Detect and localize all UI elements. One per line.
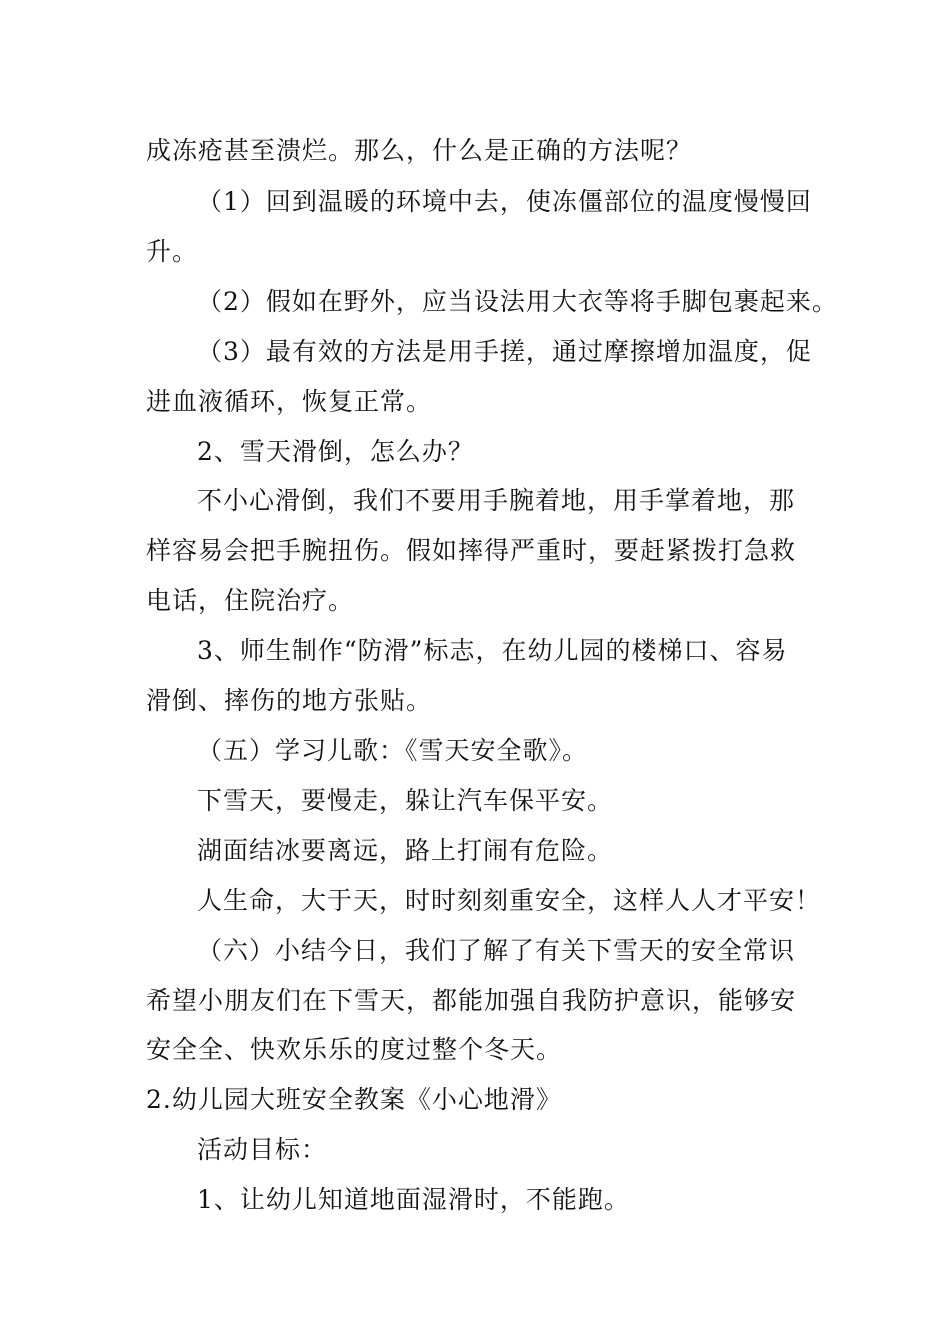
poem-line: 下雪天，要慢走，躲让汽车保平安。 bbox=[197, 786, 614, 815]
text-line: （1）回到温暖的环境中去，使冻僵部位的温度慢慢回 bbox=[197, 187, 812, 216]
text-line: （2）假如在野外，应当设法用大衣等将手脚包裹起来。 bbox=[197, 287, 838, 316]
text-line: 滑倒、摔伤的地方张贴。 bbox=[146, 686, 433, 715]
section-heading: （五）学习儿歌：《雪天安全歌》。 bbox=[197, 736, 589, 765]
text-line: 电话，住院治疗。 bbox=[146, 586, 355, 615]
text-line: 1、让幼儿知道地面湿滑时，不能跑。 bbox=[197, 1185, 630, 1214]
document-title: 2.幼儿园大班安全教案《小心地滑》 bbox=[146, 1085, 562, 1114]
section-heading: 活动目标： bbox=[197, 1135, 328, 1164]
text-line: （3）最有效的方法是用手搓，通过摩擦增加温度，促 bbox=[197, 337, 812, 366]
text-line: 升。 bbox=[146, 237, 199, 266]
text-line: 安全全、快欢乐乐的度过整个冬天。 bbox=[146, 1035, 563, 1064]
text-line: 样容易会把手腕扭伤。假如摔得严重时，要赶紧拨打急救 bbox=[146, 536, 797, 565]
text-line: 不小心滑倒，我们不要用手腕着地，用手掌着地，那 bbox=[197, 486, 796, 515]
text-line: 进血液循环，恢复正常。 bbox=[146, 387, 433, 416]
poem-line: 湖面结冰要离远，路上打闹有危险。 bbox=[197, 836, 614, 865]
section-heading: 2、雪天滑倒，怎么办？ bbox=[197, 437, 474, 466]
text-line: （六）小结今日，我们了解了有关下雪天的安全常识 bbox=[197, 936, 796, 965]
text-line: 3、师生制作“防滑”标志，在幼儿园的楼梯口、容易 bbox=[197, 636, 788, 665]
text-line: 希望小朋友们在下雪天，都能加强自我防护意识，能够安 bbox=[146, 986, 797, 1015]
text-line: 成冻疮甚至溃烂。那么，什么是正确的方法呢？ bbox=[146, 136, 693, 165]
poem-line: 人生命，大于天，时时刻刻重安全，这样人人才平安！ bbox=[197, 886, 822, 915]
